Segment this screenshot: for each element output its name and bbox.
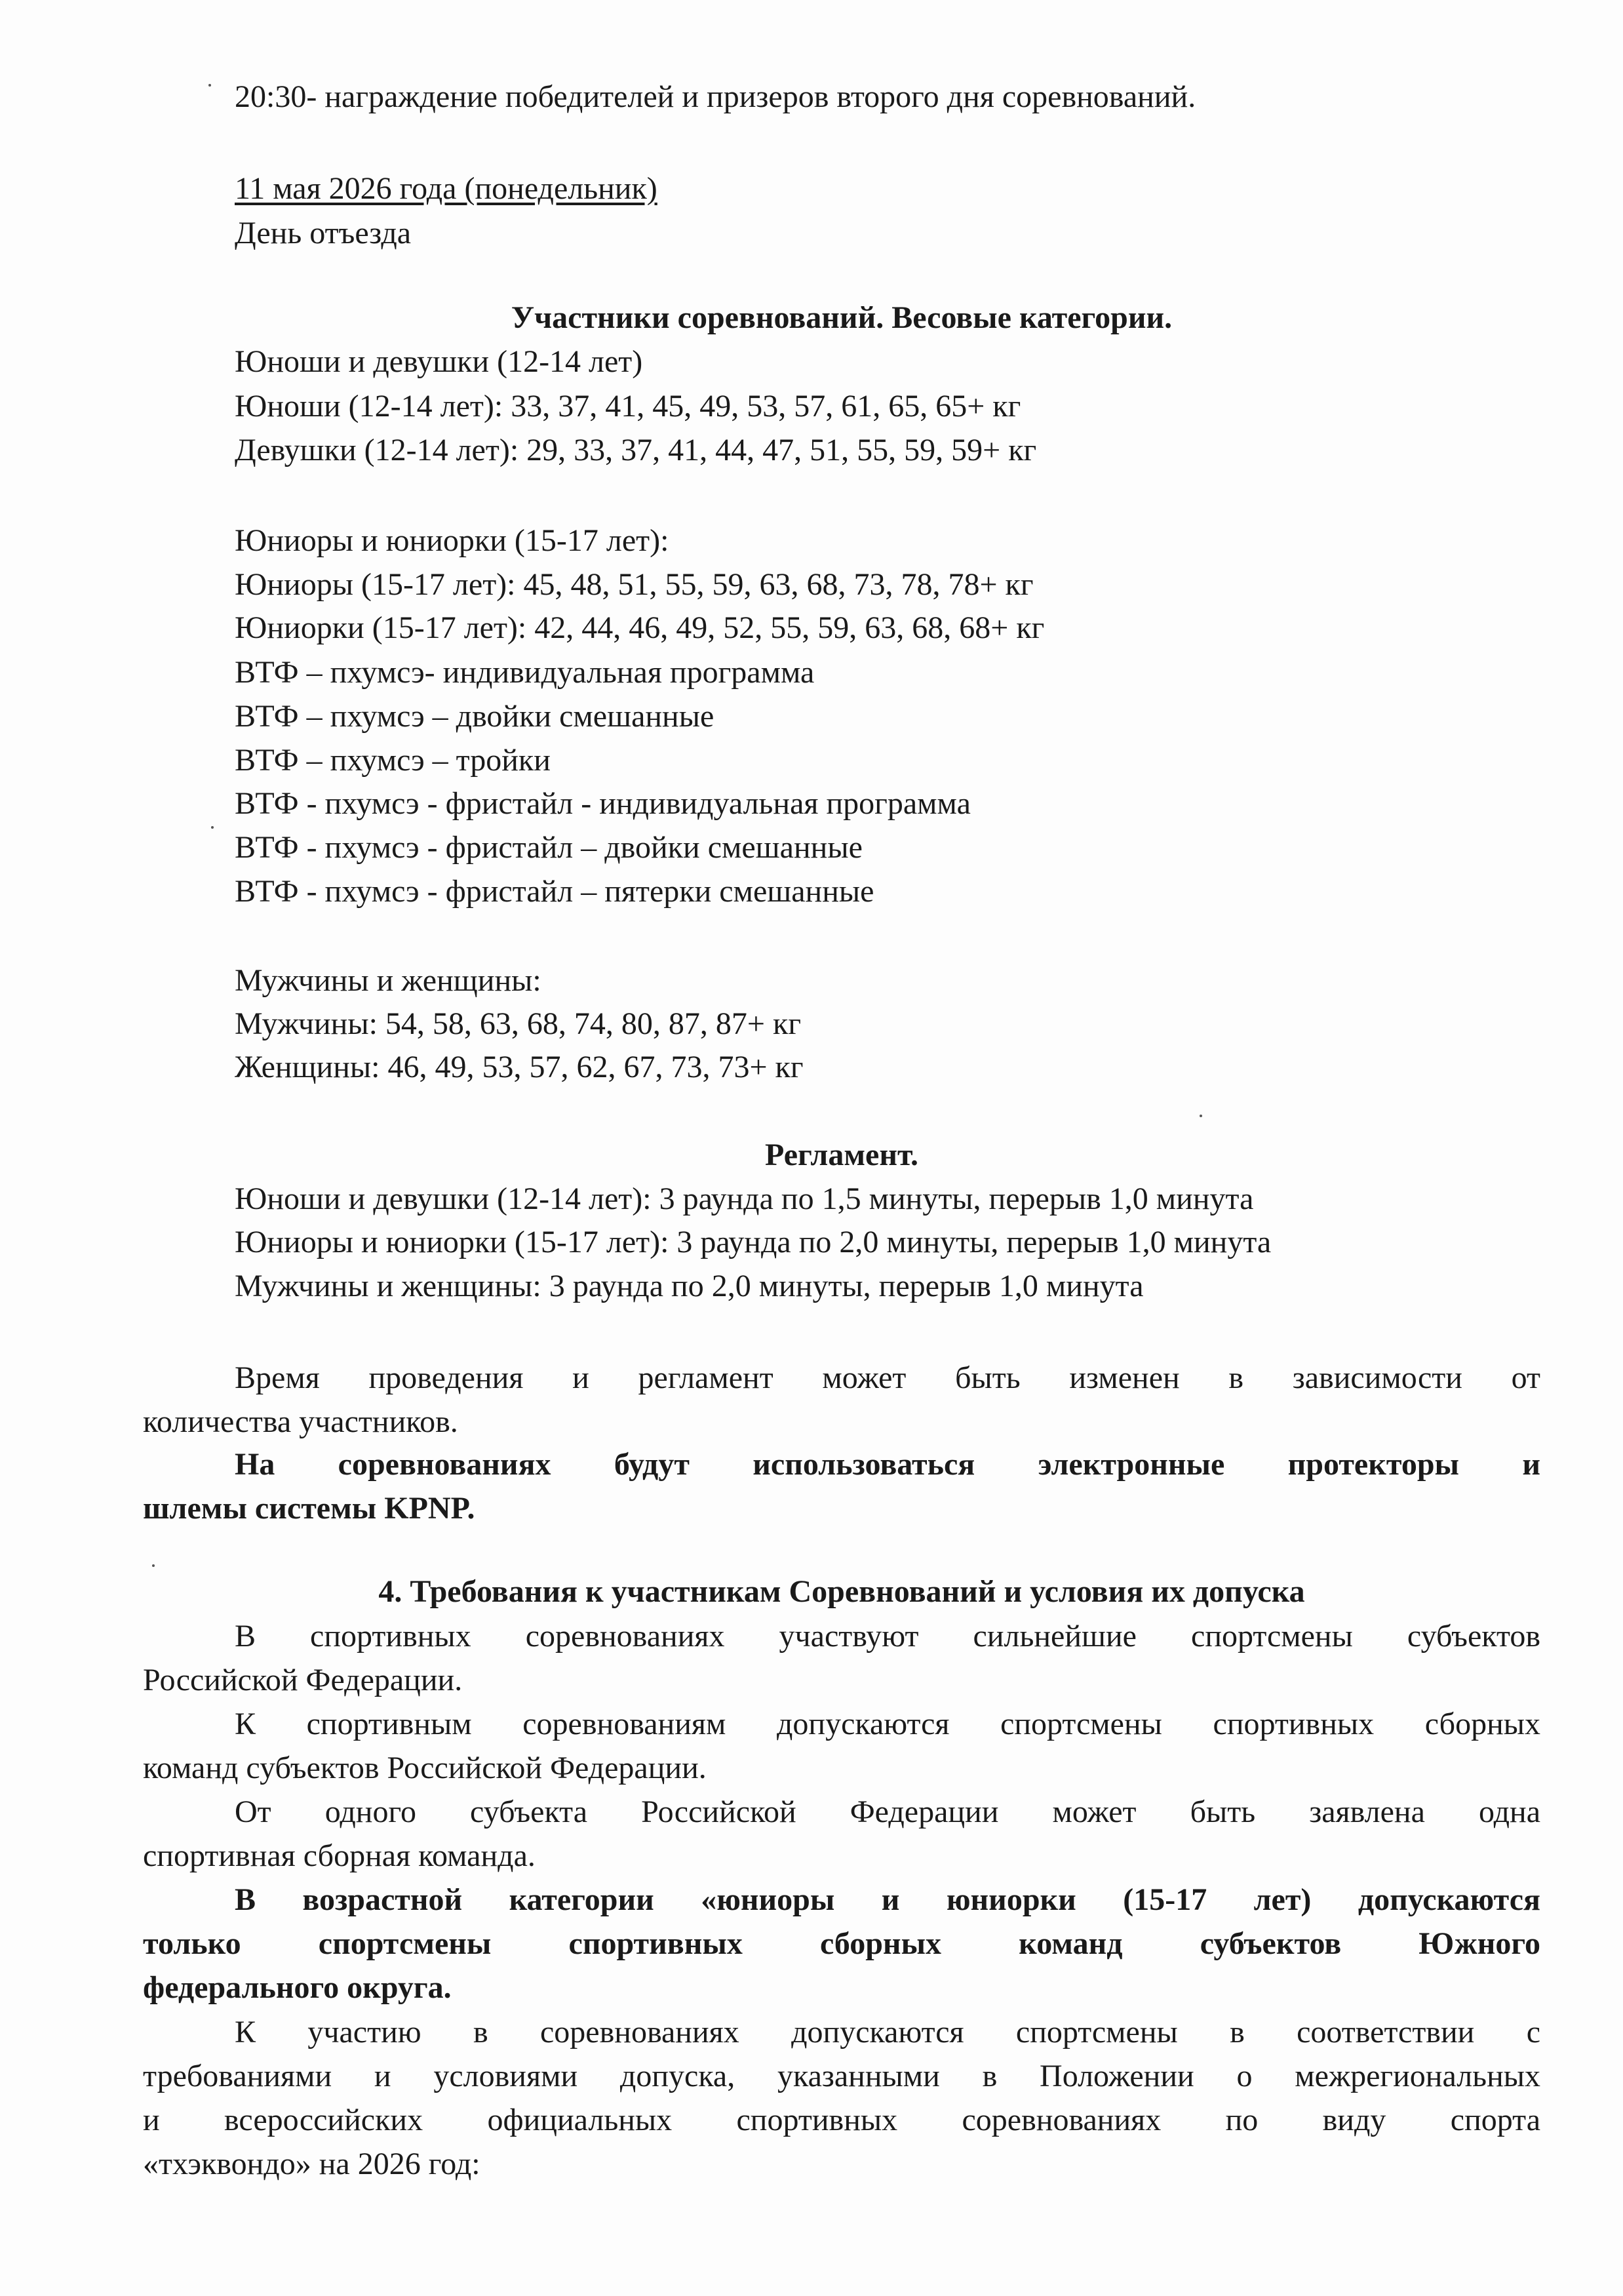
- participants-line: Юноши и девушки (12-14 лет): [235, 344, 643, 379]
- section4-heading: 4. Требования к участникам Соревнований и условия их допуска: [378, 1574, 1305, 1609]
- participants-line: ВТФ - пхумсэ - фристайл - индивидуальная программа: [235, 786, 971, 821]
- paragraph-line: команд субъектов Российской Федерации.: [143, 1751, 707, 1785]
- participants-line: Юноши (12-14 лет): 33, 37, 41, 45, 49, 53, 57, 61, 65, 65+ кг: [235, 389, 1021, 424]
- participants-line: ВТФ – пхумсэ- индивидуальная программа: [235, 655, 815, 690]
- regulation-note-line: количества участников.: [143, 1404, 458, 1439]
- regulation-line: Юниоры и юниорки (15-17 лет): 3 раунда по 2,0 минуты, перерыв 1,0 минута: [235, 1225, 1272, 1259]
- scan-speck: [1200, 1115, 1202, 1117]
- participants-line: ВТФ – пхумсэ – тройки: [235, 743, 551, 778]
- section4-paragraph-3: [143, 1790, 1540, 1878]
- departure-day: День отъезда: [235, 216, 412, 250]
- paragraph-line: К спортивным соревнованиям допускаются спортсмены спортивных сборных: [235, 1707, 1540, 1741]
- equipment-note-line: На соревнованиях будут использоваться электронные протекторы и: [235, 1447, 1540, 1482]
- participants-line: Женщины: 46, 49, 53, 57, 62, 67, 73, 73+ кг: [235, 1050, 804, 1084]
- participants-line: Юниоры и юниорки (15-17 лет):: [235, 523, 669, 558]
- participants-line: ВТФ – пхумсэ – двойки смешанные: [235, 699, 714, 734]
- paragraph-line: В спортивных соревнованиях участвуют сильнейшие спортсмены субъектов: [235, 1619, 1540, 1653]
- participants-line: Девушки (12-14 лет): 29, 33, 37, 41, 44, 47, 51, 55, 59, 59+ кг: [235, 433, 1037, 467]
- participants-line: ВТФ - пхумсэ - фристайл – пятерки смешанные: [235, 874, 874, 909]
- scan-speck: [152, 1564, 155, 1567]
- paragraph-line: спортивная сборная команда.: [143, 1838, 536, 1873]
- participants-line: Юниорки (15-17 лет): 42, 44, 46, 49, 52, 55, 59, 63, 68, 68+ кг: [235, 610, 1045, 645]
- regulation-heading: Регламент.: [765, 1138, 918, 1172]
- paragraph-line: только спортсмены спортивных сборных команд субъектов Южного: [143, 1926, 1540, 1961]
- participants-line: ВТФ - пхумсэ - фристайл – двойки смешанные: [235, 830, 863, 865]
- paragraph-line: В возрастной категории «юниоры и юниорки (15-17 лет) допускаются: [235, 1882, 1540, 1917]
- equipment-note-line: шлемы системы KPNP.: [143, 1491, 475, 1526]
- paragraph-line: От одного субъекта Российской Федерации может быть заявлена одна: [235, 1794, 1540, 1829]
- section4-paragraph-2: [143, 1702, 1540, 1790]
- regulation-note: [143, 1356, 1540, 1444]
- regulation-line: Юноши и девушки (12-14 лет): 3 раунда по 1,5 минуты, перерыв 1,0 минута: [235, 1181, 1254, 1216]
- section4-paragraph-4: [143, 1878, 1540, 2009]
- paragraph-line: федерального округа.: [143, 1970, 452, 2005]
- scan-speck: [211, 826, 214, 829]
- paragraph-line: К участию в соревнованиях допускаются спортсмены в соответствии с: [235, 2015, 1540, 2049]
- regulation-line: Мужчины и женщины: 3 раунда по 2,0 минуты, перерыв 1,0 минута: [235, 1269, 1144, 1303]
- equipment-note: [143, 1442, 1540, 1530]
- participants-heading: Участники соревнований. Весовые категории.: [511, 300, 1173, 335]
- participants-line: Юниоры (15-17 лет): 45, 48, 51, 55, 59, 63, 68, 73, 78, 78+ кг: [235, 567, 1034, 602]
- participants-line: Мужчины: 54, 58, 63, 68, 74, 80, 87, 87+ кг: [235, 1006, 801, 1041]
- paragraph-line: и всероссийских официальных спортивных соревнованиях по виду спорта: [143, 2103, 1540, 2137]
- section4-paragraph-1: [143, 1614, 1540, 1702]
- participants-line: Мужчины и женщины:: [235, 963, 541, 998]
- paragraph-line: «тхэквондо» на 2026 год:: [143, 2147, 480, 2181]
- schedule-awards-line: 20:30- награждение победителей и призеров второго дня соревнований.: [235, 79, 1196, 114]
- section4-paragraph-5: [143, 2010, 1540, 2186]
- paragraph-line: Российской Федерации.: [143, 1663, 463, 1697]
- regulation-note-line: Время проведения и регламент может быть изменен в зависимости от: [235, 1360, 1540, 1395]
- scan-speck: [208, 84, 211, 87]
- date-heading: 11 мая 2026 года (понедельник): [235, 171, 657, 206]
- paragraph-line: требованиями и условиями допуска, указанными в Положении о межрегиональных: [143, 2059, 1540, 2093]
